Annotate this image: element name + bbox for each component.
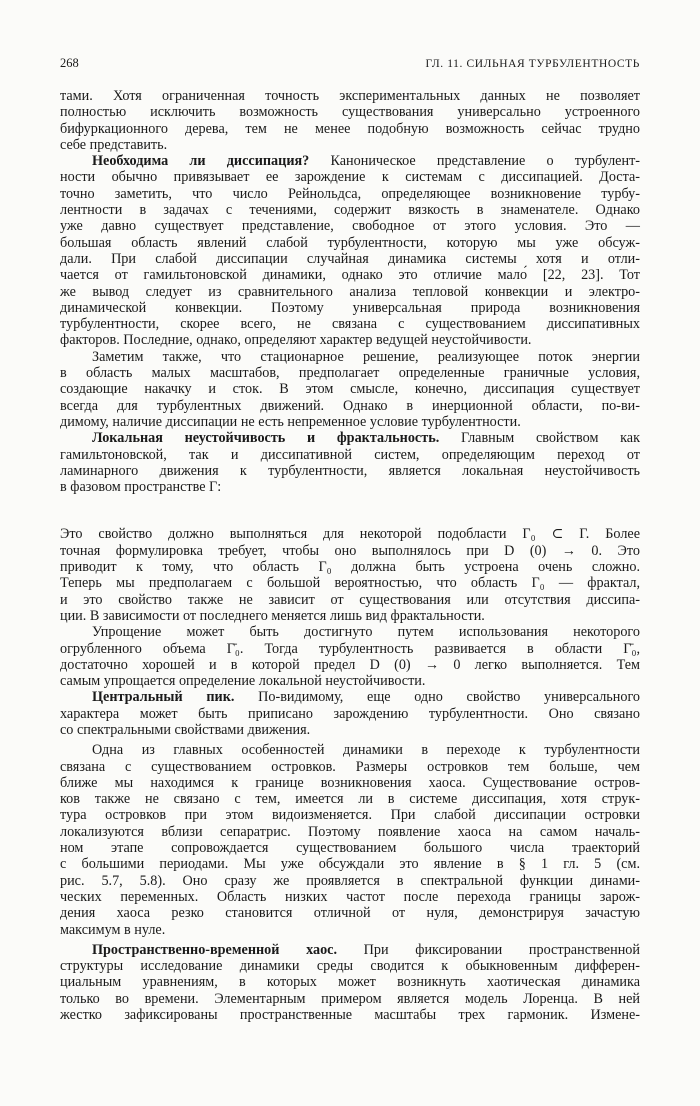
text-line: максимум в нуле. <box>60 921 166 938</box>
text-line: с большими периодами. Мы уже обсуждали это явление в § 1 гл. 5 (см. <box>60 856 640 873</box>
text-line: приводит к тому, что область Γ₀ должна быть устроена очень сложно. <box>60 559 640 576</box>
text-line: тура островков при этом видоизменяется. При слабой диссипации островки <box>60 807 640 824</box>
paragraph-local-instability <box>60 430 640 495</box>
text-line: ков также не связано с тем, имеется ли в системе диссипация, хотя струк- <box>60 791 640 808</box>
text-fragment: Каноническое представление о турбулент- <box>309 153 640 170</box>
text-line: в фазовом пространстве Γ: <box>60 479 222 496</box>
paragraph-stationary-solution <box>60 349 640 430</box>
text-line: большая область явлений слабой турбулентности, которую мы уже обсуж- <box>60 234 640 251</box>
text-line: связана с существованием островков. Размеры островков тем больше, чем <box>60 758 640 775</box>
paragraph-fractal-region <box>60 526 640 624</box>
text-line: же вывод следует из сравнительного анализа тепловой конвекции и электро- <box>60 283 640 300</box>
text-line: достаточно хорошей и в которой предел D (0) → 0 легко выполняется. Тем <box>60 656 640 673</box>
text-line: самым упрощается определение локальной неустойчивости. <box>60 673 426 690</box>
text-line: в область малых масштабов, предполагает определенные граничные условия, <box>60 365 640 382</box>
text-line: жестко зафиксированы пространственные масштабы трех гармоник. Измене- <box>60 1007 640 1024</box>
text-fragment: При фиксировании пространственной <box>337 941 640 958</box>
text-line: динамической конвекции. Поэтому универсальная природа возникновения <box>60 299 640 316</box>
text-line: себе представить. <box>60 136 168 153</box>
paragraph-bifurcation-tree <box>60 88 640 153</box>
text-line: факторов. Последние, однако, определяют характер ведущей неустойчивости. <box>60 332 532 349</box>
text-line: точно заметить, что число Рейнольдса, определяющее возникновение турбу- <box>60 185 640 202</box>
equation-instability <box>60 498 640 524</box>
text-line: ческих переменных. Область низких частот после перехода границы зарож- <box>60 888 640 905</box>
text-line: димому, наличие диссипации не есть непременное условие турбулентности. <box>60 413 521 430</box>
page-body <box>60 88 640 1023</box>
text-line: только во времени. Элементарным примером является модель Лоренца. В ней <box>60 990 640 1007</box>
running-title: ГЛ. 11. СИЛЬНАЯ ТУРБУЛЕНТНОСТЬ <box>425 58 640 70</box>
text-line: Упрощение может быть достигнуто путем использования некоторого <box>92 624 640 641</box>
text-fragment: По-видимому, еще одно свойство универсального <box>234 689 641 706</box>
text-line: дали. При слабой диссипации случайная динамика системы хотя и отли- <box>60 250 640 267</box>
text-fragment: Главным свойством как <box>439 430 640 447</box>
text-line: огрубленного объема Γ̄₀. Тогда турбулентность развивается в области Γ̄₀, <box>60 640 640 657</box>
text-line: чается от гамильтоновской динамики, однако это отличие мало́ [22, 23]. Тот <box>60 267 640 284</box>
section-heading-spatiotemporal-chaos: Пространственно-временной хаос. <box>92 941 338 958</box>
paragraph-dissipation <box>60 153 640 349</box>
section-heading-local-instability: Локальная неустойчивость и фрактальность. <box>92 430 440 447</box>
text-line: гамильтоновской, так и диссипативной систем, определяющим переход от <box>60 446 640 463</box>
section-heading-dissipation: Необходима ли диссипация? <box>92 153 310 170</box>
text-line: точная формулировка требует, чтобы оно выполнялось при D (0) → 0. Это <box>60 542 640 559</box>
text-line: ламинарного движения к турбулентности, является локальная неустойчивость <box>60 462 640 479</box>
text-line: ном этапе сопровождается существованием большого числа траекторий <box>60 840 640 857</box>
text-line: Это свойство должно выполняться для некоторой подобласти Γ₀ ⊂ Γ. Более <box>60 526 640 543</box>
text-line: Одна из главных особенностей динамики в переходе к турбулентности <box>92 742 640 759</box>
text-line: лентности в задачах с течениями, содержит вязкость в знаменателе. Однако <box>60 202 640 219</box>
text-line: создающие накачку и сток. В этом смысле, конечно, диссипация существует <box>60 381 640 398</box>
text-line: рис. 5.7, 5.8). Оно сразу же проявляется в спектральной функции динами- <box>60 872 640 889</box>
text-line <box>60 942 640 958</box>
paragraph-spatiotemporal-chaos <box>60 942 640 1023</box>
paragraph-central-peak <box>60 689 640 738</box>
text-line: ближе мы находимся к границе возникновения хаоса. Существование остров- <box>60 774 640 791</box>
text-line: Заметим также, что стационарное решение, реализующее поток энергии <box>92 348 640 365</box>
text-line <box>60 430 640 446</box>
text-line: ции. В зависимости от последнего меняется лишь вид фрактальности. <box>60 607 485 624</box>
paragraph-coarse-volume <box>60 624 640 689</box>
text-line: дения хаоса резко становится отличной от нуля, демонстрируя зачастую <box>60 905 640 922</box>
paragraph-islands <box>60 742 640 938</box>
section-heading-central-peak: Центральный пик. <box>92 689 235 706</box>
text-line: бифуркационного дерева, тем не менее подобную возможность сейчас трудно <box>60 120 640 137</box>
text-line <box>60 153 640 169</box>
text-line: со спектральными свойствами движения. <box>60 721 311 738</box>
text-line: уже давно существует представление, свободное от этого условия. Это — <box>60 218 640 235</box>
text-line: турбулентности, скорее всего, не связана с существованием диссипативных <box>60 316 640 333</box>
text-line <box>60 689 640 705</box>
text-line: структуры исследование динамики среды сводится к обыкновенным дифферен- <box>60 958 640 975</box>
text-line: характера может быть приписано зарождению турбулентности. Оно связано <box>60 705 640 722</box>
text-line: полностью исключить возможность существования универсально устроенного <box>60 104 640 121</box>
text-line: всегда для турбулентных движений. Однако в инерционной области, по-ви- <box>60 397 640 414</box>
page-header <box>60 55 640 72</box>
text-line: тами. Хотя ограниченная точность экспериментальных данных не позволяет <box>60 88 640 104</box>
page-number: 268 <box>60 56 79 70</box>
text-line: ности обычно привязывает ее зарождение к системам с диссипацией. Доста- <box>60 169 640 186</box>
text-line: локализуются вблизи сепаратрис. Поэтому появление хаоса на самом началь- <box>60 823 640 840</box>
text-line: Теперь мы предполагаем с большой вероятностью, что область Γ₀ — фрактал, <box>60 575 640 592</box>
text-line: и это свойство также не зависит от существования или отсутствия диссипа- <box>60 591 640 608</box>
text-line: циальным уравнениям, в которых может возникнуть хаотическая динамика <box>60 974 640 991</box>
